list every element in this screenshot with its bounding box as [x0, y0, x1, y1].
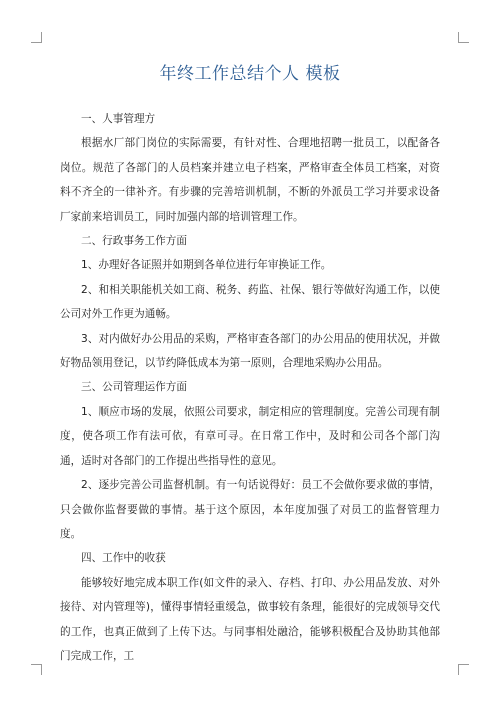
section-heading: 一、人事管理方 [81, 113, 156, 125]
document-body [60, 107, 440, 668]
crop-mark-top-left [31, 32, 42, 43]
body-paragraph: 2、逐步完善公司监督机制。有一句话说得好：员工不会做你要求做的事情，只会做你监督要做的事情。基于这个原因，本年度加强了对员工的监督管理力度。 [60, 479, 440, 540]
body-paragraph: 能够较好地完成本职工作(如文件的录入、存档、打印、办公用品发放、对外接待、对内管理等)，懂得事情轻重缓急，做事较有条理，能很好的完成领导交代的工作，也真正做到了上传下达。与同事相处融洽，能够积极配合及协助其他部门完成工作，工 [60, 576, 440, 662]
body-paragraph: 1、顺应市场的发展，依照公司要求，制定相应的管理制度。完善公司现有制度，使各项工作有法可依，有章可寻。在日常工作中，及时和公司各个部门沟通，适时对各部门的工作提出些指导性的意见。 [60, 405, 440, 467]
crop-mark-bottom-right [458, 664, 469, 675]
crop-mark-top-right [458, 32, 469, 43]
section-heading: 四、工作中的收获 [81, 552, 166, 565]
crop-mark-bottom-left [31, 664, 42, 675]
body-paragraph: 2、和相关职能机关如工商、税务、药监、社保、银行等做好沟通工作，以使公司对外工作更为通畅。 [60, 283, 440, 321]
body-paragraph: 1、办理好各证照并如期到各单位进行年审换证工作。 [81, 259, 332, 272]
body-paragraph: 根据水厂部门岗位的实际需要，有针对性、合理地招聘一批员工，以配备各岗位。规范了各部门的人员档案并建立电子档案，严格审查全体员工档案，对资料不齐全的一律补齐。有步骤的完善培训机制，不断的外派员工学习并要求设备厂家前来培训员工，同时加强内部的培训管理工作。 [60, 137, 440, 223]
section-heading: 三、公司管理运作方面 [81, 381, 187, 394]
document-title: 年终工作总结个人 模板 [159, 64, 341, 84]
section-heading: 二、行政事务工作方面 [81, 235, 187, 248]
body-paragraph: 3、对内做好办公用品的采购，严格审查各部门的办公用品的使用状况，并做好物品领用登记，以节约降低成本为第一原则，合理地采购办公用品。 [60, 332, 440, 370]
